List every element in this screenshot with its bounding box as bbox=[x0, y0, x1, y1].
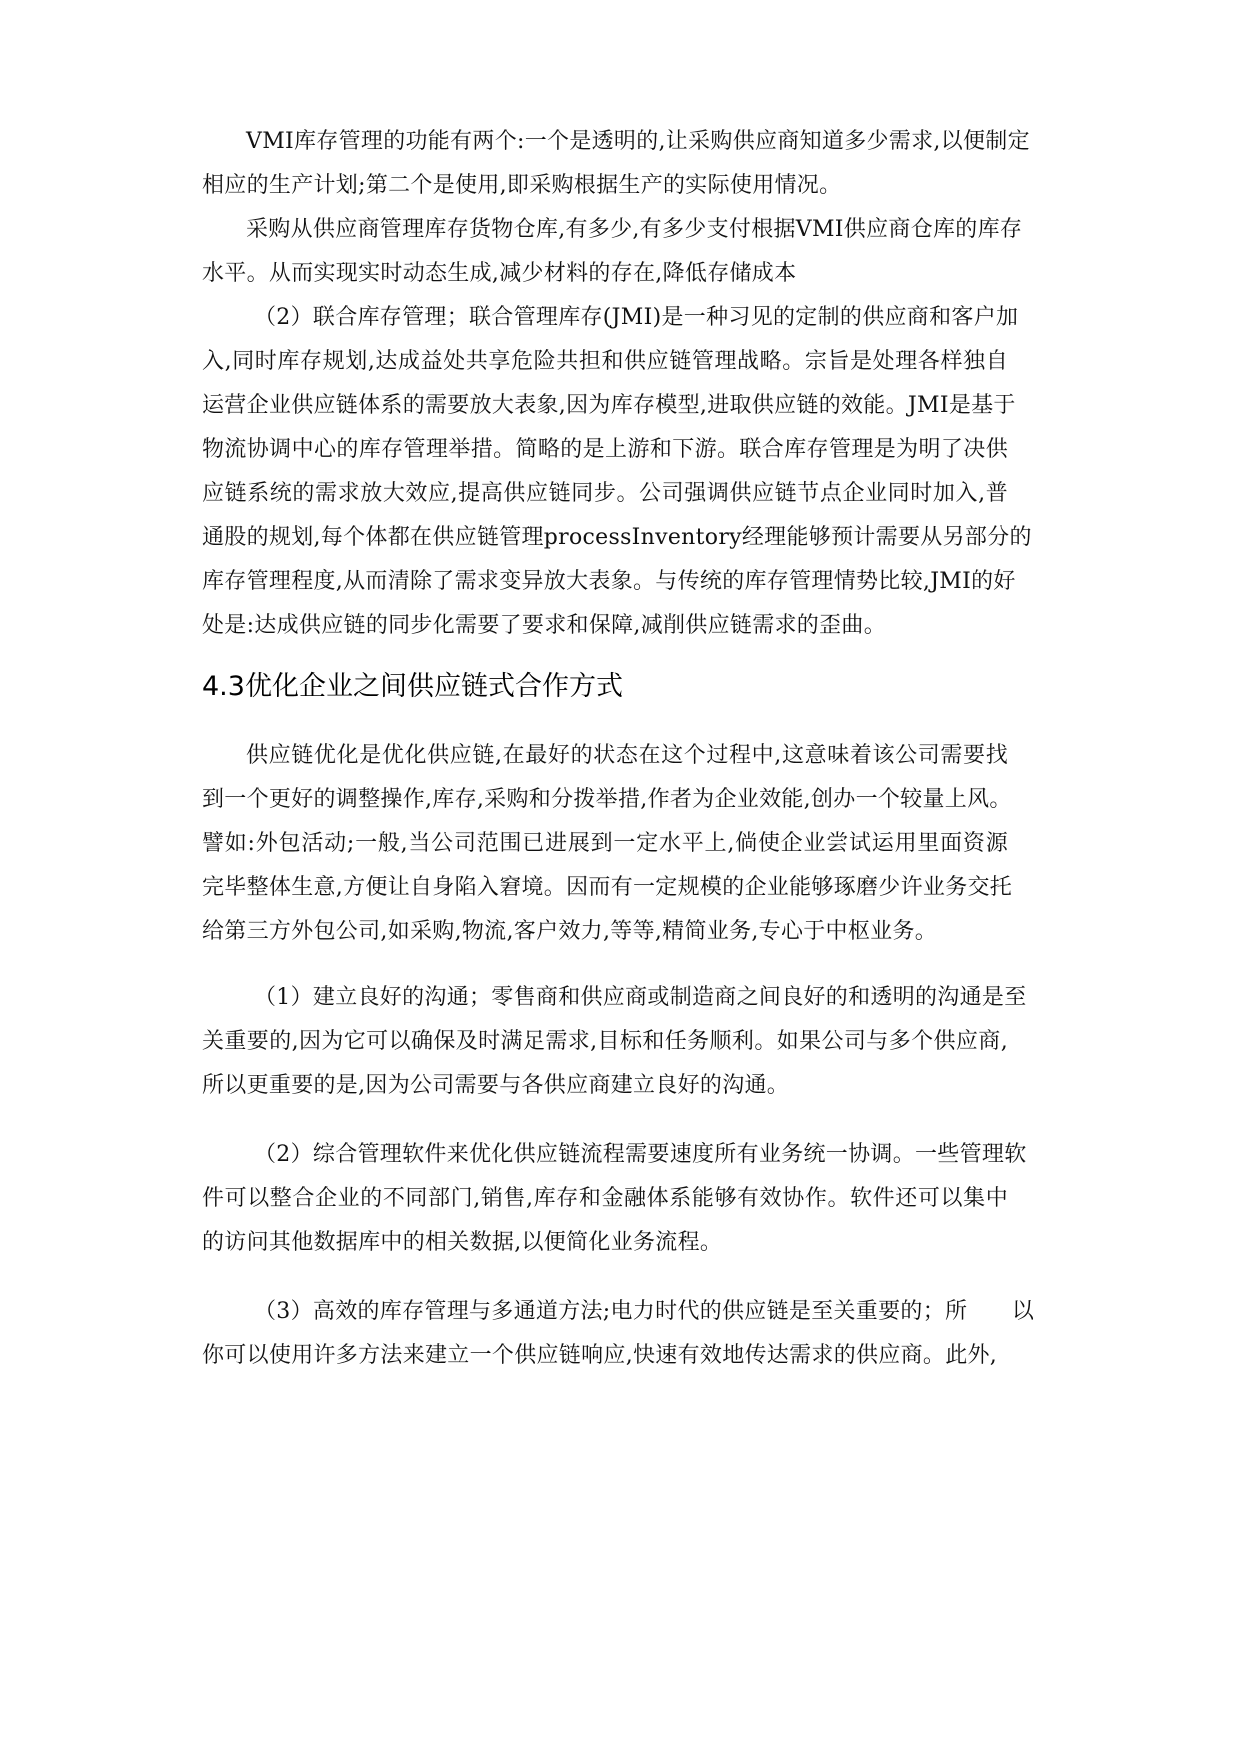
paragraph-line: （2）联合库存管理；联合管理库存(JMI)是一种习见的定制的供应商和客户加 bbox=[254, 305, 1019, 330]
paragraph-line: 譬如:外包活动;一般,当公司范围已进展到一定水平上,倘使企业尝试运用里面资源 bbox=[202, 831, 1008, 856]
paragraph-line: （1）建立良好的沟通；零售商和供应商或制造商之间良好的和透明的沟通是至 bbox=[254, 985, 1027, 1010]
paragraph-line: 采购从供应商管理库存货物仓库,有多少,有多少支付根据VMI供应商仓库的库存 bbox=[246, 217, 1023, 242]
paragraph-line: 关重要的,因为它可以确保及时满足需求,目标和任务顺利。如果公司与多个供应商, bbox=[202, 1029, 1008, 1054]
paragraph-line: 件可以整合企业的不同部门,销售,库存和金融体系能够有效协作。软件还可以集中 bbox=[202, 1186, 1008, 1211]
paragraph-line: 所以更重要的是,因为公司需要与各供应商建立良好的沟通。 bbox=[202, 1073, 790, 1098]
paragraph-line: 给第三方外包公司,如采购,物流,客户效力,等等,精简业务,专心于中枢业务。 bbox=[202, 919, 938, 944]
paragraph-line: （2）综合管理软件来优化供应链流程需要速度所有业务统一协调。一些管理软 bbox=[254, 1142, 1027, 1167]
paragraph-line: 处是:达成供应链的同步化需要了要求和保障,减削供应链需求的歪曲。 bbox=[202, 613, 887, 638]
paragraph-line: 物流协调中心的库存管理举措。简略的是上游和下游。联合库存管理是为明了决供 bbox=[202, 437, 1008, 462]
paragraph-line: 应链系统的需求放大效应,提高供应链同步。公司强调供应链节点企业同时加入,普 bbox=[202, 481, 1008, 506]
paragraph-line: 水平。从而实现实时动态生成,减少材料的存在,降低存储成本 bbox=[202, 261, 797, 286]
paragraph-line: 入,同时库存规划,达成益处共享危险共担和供应链管理战略。宗旨是处理各样独自 bbox=[202, 349, 1008, 374]
paragraph-line: 你可以使用许多方法来建立一个供应链响应,快速有效地传达需求的供应商。此外, bbox=[202, 1343, 998, 1368]
paragraph-line: 相应的生产计划;第二个是使用,即采购根据生产的实际使用情况。 bbox=[202, 173, 842, 198]
paragraph-line: （3）高效的库存管理与多通道方法;电力时代的供应链是至关重要的；所 以 bbox=[254, 1299, 1035, 1324]
paragraph-line: 供应链优化是优化供应链,在最好的状态在这个过程中,这意味着该公司需要找 bbox=[246, 743, 1008, 768]
paragraph-line: 到一个更好的调整操作,库存,采购和分拨举措,作者为企业效能,创办一个较量上风。 bbox=[202, 787, 1012, 812]
paragraph-line: VMI库存管理的功能有两个:一个是透明的,让采购供应商知道多少需求,以便制定 bbox=[246, 129, 1030, 154]
section-heading: 4.3优化企业之间供应链式合作方式 bbox=[202, 671, 623, 702]
paragraph-line: 通股的规划,每个体都在供应链管理processInventory经理能够预计需要从另部分的 bbox=[202, 525, 1032, 550]
paragraph-line: 运营企业供应链体系的需要放大表象,因为库存模型,进取供应链的效能。JMI是基于 bbox=[202, 393, 1016, 418]
paragraph-line: 的访问其他数据库中的相关数据,以便简化业务流程。 bbox=[202, 1230, 723, 1255]
paragraph-line: 完毕整体生意,方便让自身陷入窘境。因而有一定规模的企业能够琢磨少许业务交托 bbox=[202, 875, 1013, 900]
paragraph-line: 库存管理程度,从而清除了需求变异放大表象。与传统的库存管理情势比较,JMI的好 bbox=[202, 569, 1016, 594]
